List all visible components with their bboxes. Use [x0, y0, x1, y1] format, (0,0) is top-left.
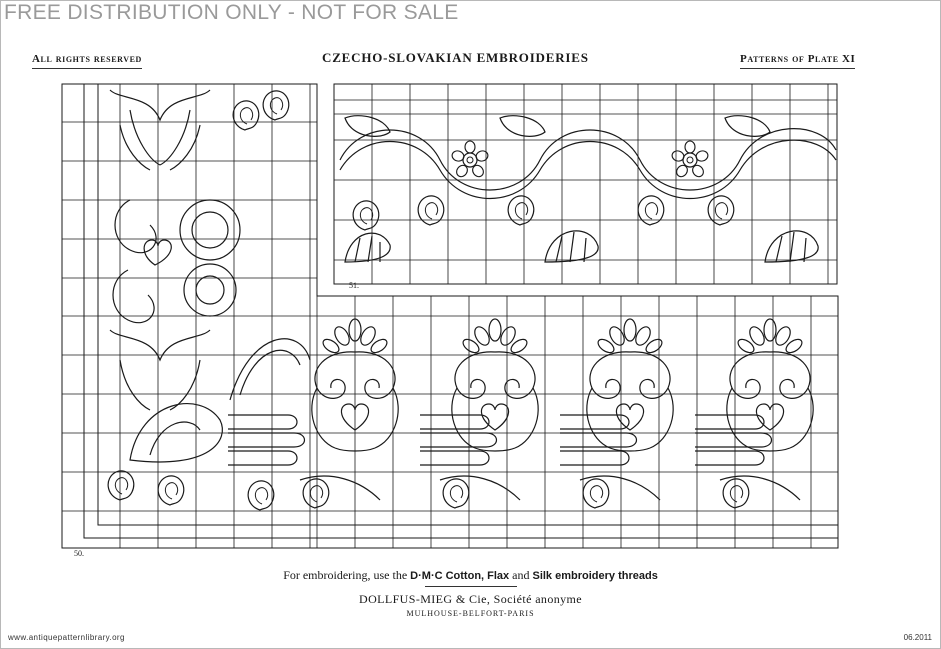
watermark-text: FREE DISTRIBUTION ONLY - NOT FOR SALE: [4, 1, 459, 24]
figure-51-label: 51.: [349, 281, 359, 290]
header-rights-reserved: All rights reserved: [32, 51, 142, 69]
footer-and: and: [509, 568, 533, 582]
header-plate-label: Patterns of Plate XI: [740, 51, 855, 69]
footer-city: MULHOUSE-BELFORT-PARIS: [406, 609, 535, 618]
figure-50-label: 50.: [74, 549, 84, 558]
footer-prefix: For embroidering, use the: [283, 568, 411, 582]
footer-company: DOLLFUS-MIEG & Cie, Société anonyme: [359, 592, 582, 606]
header-title: CZECHO-SLOVAKIAN EMBROIDERIES: [322, 50, 589, 65]
footer-brand: D·M·C Cotton, Flax: [410, 570, 510, 582]
footer-divider: [425, 586, 517, 587]
date-stamp: 06.2011: [903, 633, 932, 642]
source-url: www.antiquepatternlibrary.org: [8, 633, 125, 642]
footer-silk: Silk embroidery threads: [532, 570, 658, 582]
footer-thread-note: [0, 568, 941, 583]
